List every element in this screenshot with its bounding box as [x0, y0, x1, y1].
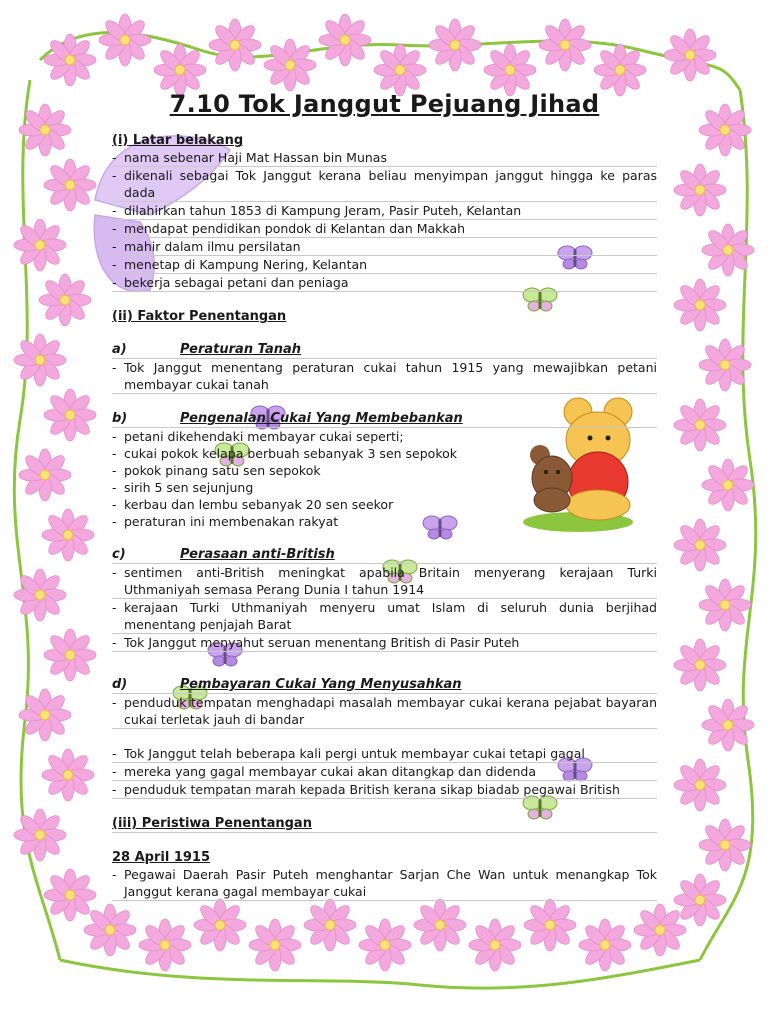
section-heading-peristiwa: (iii) Peristiwa Penentangan: [112, 815, 657, 833]
faktor-b-list: [112, 428, 657, 530]
section-heading-latar: (i) Latar belakang: [112, 133, 244, 148]
document-content: [112, 90, 657, 901]
subheading-c: c) Perasaan anti-British: [112, 546, 657, 564]
faktor-c-list: [112, 564, 657, 652]
list-item: - kerajaan Turki Uthmaniyah menyeru umat Islam di seluruh dunia berjihad menentang penjajah Barat: [112, 600, 657, 632]
list-item: - sirih 5 sen sejunjung: [112, 480, 254, 495]
list-item: - penduduk tempatan menghadapi masalah membayar cukai kerana pejabat bayaran cukai terletak jauh di bandar: [112, 695, 657, 727]
faktor-d-list-2: [112, 745, 657, 799]
subheading-b: b) Pengenalan Cukai Yang Membebankan: [112, 410, 657, 428]
list-item: - Tok Janggut menyahut seruan menentang British di Pasir Puteh: [112, 634, 657, 652]
list-item: - petani dikehendaki membayar cukai seperti;: [112, 429, 404, 444]
list-item: - Tok Janggut menentang peraturan cukai tahun 1915 yang mewajibkan petani membayar cukai tanah: [112, 360, 657, 392]
list-item: - penduduk tempatan marah kepada British kerana sikap biadab pegawai British: [112, 781, 657, 799]
peristiwa-list: [112, 866, 657, 901]
subheading-d: d) Pembayaran Cukai Yang Menyusahkan: [112, 676, 657, 694]
page-title: 7.10 Tok Janggut Pejuang Jihad: [169, 90, 600, 118]
list-item: - pokok pinang satu sen sepokok: [112, 463, 321, 478]
section-heading-faktor: (ii) Faktor Penentangan: [112, 309, 287, 324]
faktor-a-list: [112, 359, 657, 394]
list-item: - kerbau dan lembu sebanyak 20 sen seekor: [112, 497, 394, 512]
list-item: - dilahirkan tahun 1853 di Kampung Jeram, Pasir Puteh, Kelantan: [112, 202, 657, 220]
list-item: - cukai pokok kelapa berbuah sebanyak 3 sen sepokok: [112, 446, 457, 461]
list-item: - Pegawai Daerah Pasir Puteh menghantar Sarjan Che Wan untuk menangkap Tok Janggut kerana gagal membayar cukai: [112, 867, 657, 899]
latar-list: [112, 149, 657, 292]
list-item: - Tok Janggut telah beberapa kali pergi untuk membayar cukai tetapi gagal: [112, 745, 657, 763]
event-date: 28 April 1915: [112, 850, 211, 865]
faktor-d-list: [112, 694, 657, 729]
list-item: - sentimen anti-British meningkat apabila Britain menyerang kerajaan Turki Uthmaniyah semasa Perang Dunia I tahun 1914: [112, 565, 657, 597]
list-item: - nama sebenar Haji Mat Hassan bin Munas: [112, 149, 657, 167]
list-item: - mahir dalam ilmu persilatan: [112, 238, 657, 256]
list-item: - peraturan ini membenakan rakyat: [112, 514, 339, 529]
list-item: - dikenali sebagai Tok Janggut kerana beliau menyimpan janggut hingga ke paras dada: [112, 168, 657, 200]
list-item: - bekerja sebagai petani dan peniaga: [112, 274, 657, 292]
subheading-a: a) Peraturan Tanah: [112, 341, 657, 359]
list-item: - mendapat pendidikan pondok di Kelantan dan Makkah: [112, 220, 657, 238]
list-item: - menetap di Kampung Nering, Kelantan: [112, 256, 657, 274]
list-item: - mereka yang gagal membayar cukai akan ditangkap dan didenda: [112, 763, 657, 781]
